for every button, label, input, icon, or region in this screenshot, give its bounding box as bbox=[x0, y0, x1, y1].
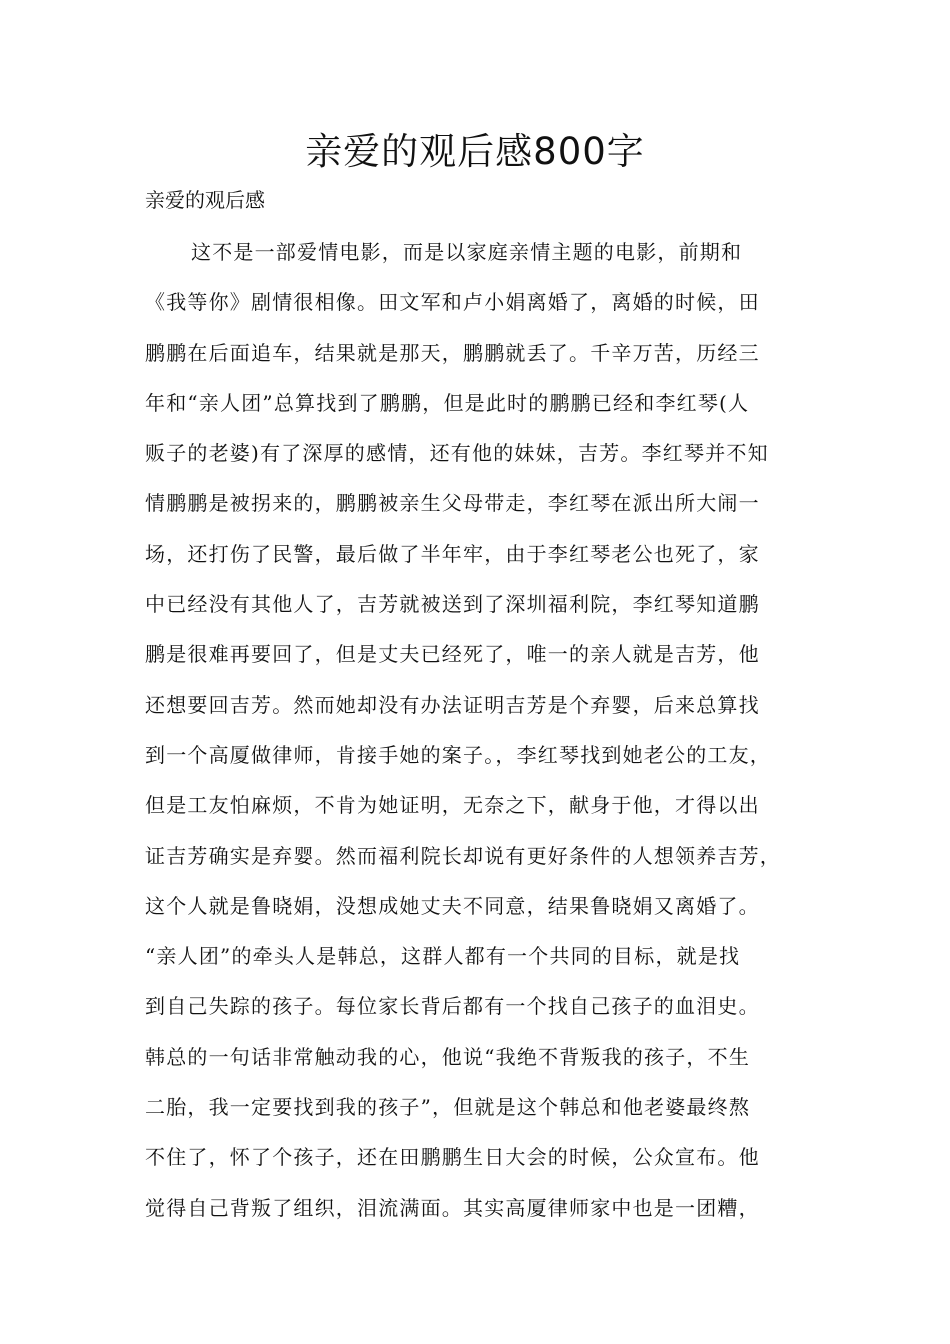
text-line: 二胎，我一定要找到我的孩子”，但就是这个韩总和他老婆最终熬 bbox=[145, 1095, 751, 1120]
text-line: 不住了，怀了个孩子，还在田鹏鹏生日大会的时候，公众宣布。他 bbox=[145, 1145, 760, 1170]
body-text bbox=[145, 230, 825, 1236]
text-line: 韩总的一句话非常触动我的心，他说“我绝不背叛我的孩子，不生 bbox=[145, 1044, 751, 1069]
text-line: 《我等你》剧情很相像。田文军和卢小娟离婚了，离婚的时候，田 bbox=[145, 290, 760, 315]
text-line: 觉得自己背叛了组织，泪流满面。其实高厦律师家中也是一团糟， bbox=[145, 1195, 760, 1220]
text-line: 这不是一部爱情电影，而是以家庭亲情主题的电影，前期和 bbox=[191, 240, 743, 264]
text-line: 到自己失踪的孩子。每位家长背后都有一个找自己孩子的血泪史。 bbox=[145, 994, 760, 1019]
text-line: 但是工友怕麻烦，不肯为她证明，无奈之下，献身于他，才得以出 bbox=[145, 793, 760, 818]
text-line: 到一个高厦做律师，肯接手她的案子。，李红琴找到她老公的工友， bbox=[145, 742, 771, 767]
text-line: 场，还打伤了民警，最后做了半年牢，由于李红琴老公也死了，家 bbox=[145, 541, 760, 566]
text-line: 年和“亲人团”总算找到了鹏鹏，但是此时的鹏鹏已经和李红琴(人 bbox=[145, 390, 750, 415]
text-line: 证吉芳确实是弃婴。然而福利院长却说有更好条件的人想领养吉芳， bbox=[145, 843, 781, 868]
text-line: 这个人就是鲁晓娟，没想成她丈夫不同意，结果鲁晓娟又离婚了。 bbox=[145, 893, 760, 918]
document-subtitle: 亲爱的观后感 bbox=[145, 188, 265, 212]
text-line: 贩子的老婆)有了深厚的感情，还有他的妹妹，吉芳。李红琴并不知 bbox=[145, 441, 769, 466]
text-line: 还想要回吉芳。然而她却没有办法证明吉芳是个弃婴，后来总算找 bbox=[145, 692, 760, 717]
text-line: 鹏鹏在后面追车，结果就是那天，鹏鹏就丢了。千辛万苦，历经三 bbox=[145, 340, 760, 365]
document-title: 亲爱的观后感800字 bbox=[305, 130, 645, 173]
text-line: 鹏是很难再要回了，但是丈夫已经死了，唯一的亲人就是吉芳，他 bbox=[145, 642, 760, 667]
text-line: 情鹏鹏是被拐来的，鹏鹏被亲生父母带走，李红琴在派出所大闹一 bbox=[145, 491, 760, 516]
text-line: “亲人团”的牵头人是韩总，这群人都有一个共同的目标，就是找 bbox=[145, 944, 741, 969]
text-line: 中已经没有其他人了，吉芳就被送到了深圳福利院，李红琴知道鹏 bbox=[145, 592, 760, 617]
